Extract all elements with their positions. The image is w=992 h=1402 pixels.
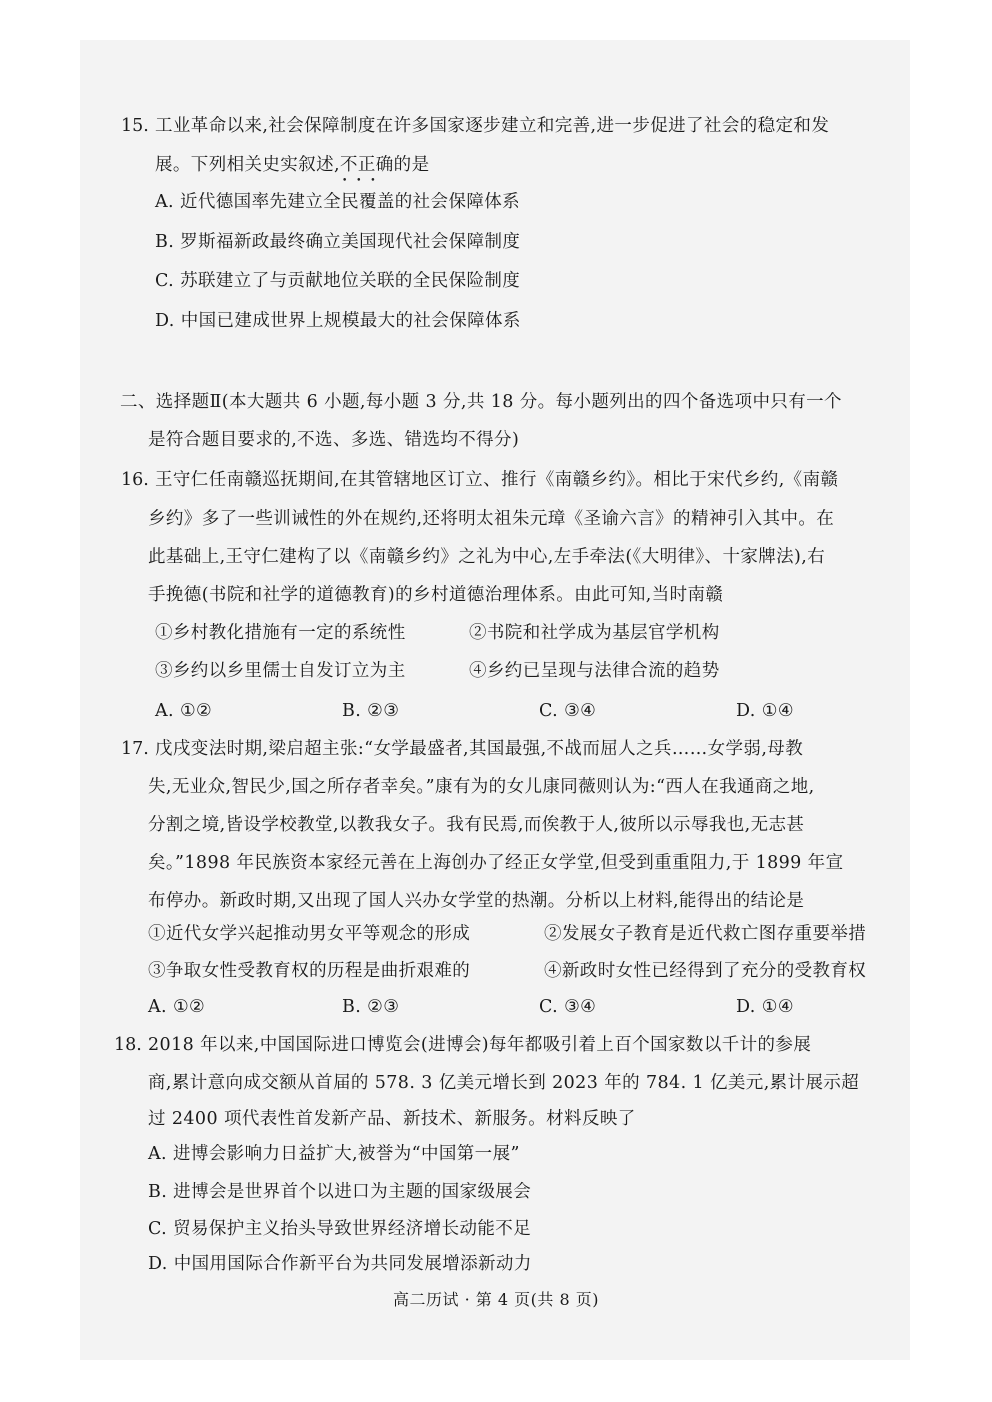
question-16-choice-a: A. ①② xyxy=(155,701,213,721)
question-17-stem-line-5: 布停办。新政时期,又出现了国人兴办女学堂的热潮。分析以上材料,能得出的结论是 xyxy=(148,891,805,911)
question-17-item-2: ②发展女子教育是近代救亡图存重要举措 xyxy=(544,924,867,944)
question-15-option-a: A. 近代德国率先建立全民覆盖的社会保障体系 xyxy=(155,192,521,212)
question-16-item-2: ②书院和社学成为基层官学机构 xyxy=(469,623,720,643)
question-18-option-c: C. 贸易保护主义抬头导致世界经济增长动能不足 xyxy=(148,1219,532,1239)
question-18-stem-line-3: 过 2400 项代表性首发新产品、新技术、新服务。材料反映了 xyxy=(148,1109,636,1129)
stem-text: 的是 xyxy=(393,155,430,175)
question-17-stem-line-1: 戊戌变法时期,梁启超主张:“女学最盛者,其国最强,不战而屈人之兵……女学弱,母教 xyxy=(155,739,804,759)
question-17-item-3: ③争取女性受教育权的历程是曲折艰难的 xyxy=(148,961,471,981)
question-16-item-4: ④乡约已呈现与法律合流的趋势 xyxy=(469,661,720,681)
page-footer: 高二历试 · 第 4 页(共 8 页) xyxy=(393,1290,599,1309)
question-16-stem-line-1: 王守仁任南赣巡抚期间,在其管辖地区订立、推行《南赣乡约》。相比于宋代乡约,《南赣 xyxy=(155,470,839,490)
question-17-choice-d: D. ①④ xyxy=(736,997,794,1017)
question-16-choice-b: B. ②③ xyxy=(342,701,400,721)
question-17-choice-b: B. ②③ xyxy=(342,997,400,1017)
section-2-heading-line-1: 二、选择题Ⅱ(本大题共 6 小题,每小题 3 分,共 18 分。每小题列出的四个备选项中只有一个 xyxy=(120,392,842,412)
question-16-number: 16. xyxy=(121,470,149,490)
question-16-stem-line-2: 乡约》多了一些训诫性的外在规约,还将明太祖朱元璋《圣谕六言》的精神引入其中。在 xyxy=(148,509,835,529)
question-15-option-c: C. 苏联建立了与贡献地位关联的全民保险制度 xyxy=(155,271,521,291)
question-17-choice-c: C. ③④ xyxy=(539,997,597,1017)
question-16-stem-line-4: 手挽德(书院和社学的道德教育)的乡村道德治理体系。由此可知,当时南赣 xyxy=(148,585,724,605)
question-17-item-4: ④新政时女性已经得到了充分的受教育权 xyxy=(544,961,867,981)
question-18-option-d: D. 中国用国际合作新平台为共同发展增添新动力 xyxy=(148,1254,532,1274)
question-18-option-b: B. 进博会是世界首个以进口为主题的国家级展会 xyxy=(148,1182,532,1202)
question-17-stem-line-4: 矣。”1898 年民族资本家经元善在上海创办了经正女学堂,但受到重重阻力,于 1899 年宣 xyxy=(148,853,844,873)
question-18-option-a: A. 进博会影响力日益扩大,被誉为“中国第一展” xyxy=(148,1144,520,1164)
stem-text: 展。下列相关史实叙述, xyxy=(155,155,340,175)
question-15-stem-line-1: 工业革命以来,社会保障制度在许多国家逐步建立和完善,进一步促进了社会的稳定和发 xyxy=(155,116,830,136)
question-18-stem-line-2: 商,累计意向成交额从首届的 578. 3 亿美元增长到 2023 年的 784. 1 亿美元,累计展示超 xyxy=(148,1073,860,1093)
question-17-item-1: ①近代女学兴起推动男女平等观念的形成 xyxy=(148,924,471,944)
question-17-stem-line-3: 分割之境,皆设学校教堂,以教我女子。我有民焉,而俟教于人,彼所以示辱我也,无志甚 xyxy=(148,815,805,835)
question-15-number: 15. xyxy=(121,116,149,136)
question-18-stem-line-1: 2018 年以来,中国国际进口博览会(进博会)每年都吸引着上百个国家数以千计的参展 xyxy=(148,1035,812,1055)
question-16-item-3: ③乡约以乡里儒士自发订立为主 xyxy=(155,661,406,681)
emphasis-not-correct: 不正确 • • • xyxy=(340,154,394,176)
question-16-item-1: ①乡村教化措施有一定的系统性 xyxy=(155,623,406,643)
section-2-heading-line-2: 是符合题目要求的,不选、多选、错选均不得分) xyxy=(148,430,520,450)
question-16-stem-line-3: 此基础上,王守仁建构了以《南赣乡约》之礼为中心,左手牵法(《大明律》、十家牌法),右 xyxy=(148,547,826,567)
question-15-option-d: D. 中国已建成世界上规模最大的社会保障体系 xyxy=(155,311,521,331)
question-15-stem-line-2 xyxy=(155,154,429,176)
question-17-choice-a: A. ①② xyxy=(148,997,206,1017)
question-17-number: 17. xyxy=(121,739,149,759)
question-16-choice-c: C. ③④ xyxy=(539,701,597,721)
question-15-option-b: B. 罗斯福新政最终确立美国现代社会保障制度 xyxy=(155,232,521,252)
question-17-stem-line-2: 失,无业众,智民少,国之所存者幸矣。”康有为的女儿康同薇则认为:“西人在我通商之地, xyxy=(148,777,815,797)
question-16-choice-d: D. ①④ xyxy=(736,701,794,721)
question-18-number: 18. xyxy=(114,1035,142,1055)
